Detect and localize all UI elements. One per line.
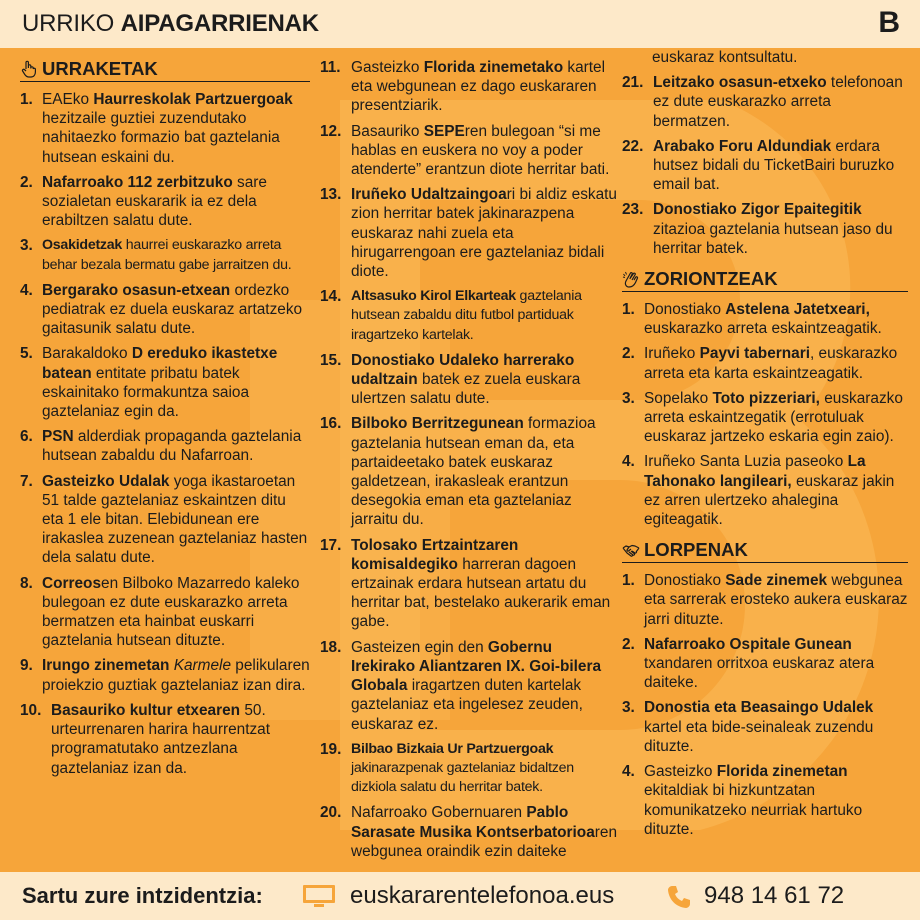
item-number: 21. — [622, 74, 644, 92]
item-text: Donostiako Sade zinemek webgunea eta sarrerak erosteko aukera euskaraz jarri dituzte. — [644, 572, 908, 628]
page-title: URRIKO AIPAGARRIENAK — [22, 10, 319, 37]
phone-icon — [666, 884, 692, 910]
item-text: Iruñeko Udaltzaingoari bi aldiz eskatu zion herritar batek jakinarazpena euskaraz nahi zuela eta hirugarrengoan ere gaztelaniaz bidali diote. — [351, 186, 617, 281]
column-1 — [20, 58, 310, 784]
item-text: Bergarako osasun-etxean ordezko pediatrak ez duela euskaraz artatzeko gaitasunik salatu dute. — [42, 281, 303, 338]
urraketak-list-end — [622, 73, 908, 258]
list-item — [320, 185, 618, 281]
item-number: 20. — [320, 804, 342, 822]
item-text: Gasteizko Udalak yoga ikastaroetan 51 talde gaztelaniaz eskaintzen ditu eta 1 ele bitan. Elebidunean ere irakaslea zuzenean gaztelaniaz hasten dela salatu dute. — [42, 472, 308, 567]
list-item — [622, 344, 908, 382]
list-item — [20, 656, 310, 694]
item-text: Gasteizen egin den Gobernu Irekirako Aliantzaren IX. Goi-bilera Globala iragartzen duten kartelak gaztelaniaz eta ingelesez zeuden, euskaraz ez. — [351, 638, 602, 733]
list-item — [320, 414, 618, 529]
list-item — [622, 389, 908, 447]
urraketak-list-continued — [320, 58, 618, 861]
item-number: 1. — [622, 572, 635, 590]
item-text: Nafarroako Ospitale Gunean txandaren orritxoa euskaraz atera daiteke. — [644, 635, 875, 692]
item-text: Basauriko kultur etxearen 50. urteurrenaren harira haurrentzat programatutako antzezlana gaztelaniaz izan da. — [51, 701, 271, 777]
list-item — [622, 137, 908, 195]
phone-number[interactable]: 948 14 61 72 — [704, 882, 845, 909]
item-text: Osakidetzak haurrei euskarazko arreta behar bezala bermatu gabe jarraitzen du. — [42, 237, 292, 273]
header-band — [0, 0, 920, 48]
item-text: Donostiako Zigor Epaitegitik zitazioa gaztelania hutsean jaso du herritar batek. — [653, 201, 893, 257]
item-number: 2. — [622, 345, 635, 363]
item-text: Altsasuko Kirol Elkarteak gaztelania hutsean zabaldu ditu futbol partiduak iragartzeko kartelak. — [351, 288, 582, 343]
zoriontzeak-list — [622, 300, 908, 529]
item-text: Nafarroako 112 zerbitzuko sare sozialetan euskararik ia ez dela erabiltzen salatu dute. — [42, 173, 267, 230]
item-number: 13. — [320, 186, 342, 204]
monitor-icon — [302, 884, 336, 908]
item-text: EAEko Haurreskolak Partzuergoak hezitzaile guztiei zuzendutako nahitaezko formazio bat gaztelania hutsean eskaini du. — [42, 91, 293, 166]
list-item — [622, 300, 908, 338]
item-text: Barakaldoko D ereduko ikastetxe batean entitate pribatu batek eskainitako formakuntza saioa gaztelaniaz egin da. — [42, 345, 278, 421]
item-text: Iruñeko Santa Luzia paseoko La Tahonako langileari, euskaraz jakin ez arren ulertzeko ahalegina egiteagatik. — [644, 453, 895, 529]
item-text: Tolosako Ertzaintzaren komisaldegiko harreran dagoen ertzainak erdara hutsean artatu du herritar bat, bestelako aukerarik eman gabe. — [351, 536, 611, 631]
item-number: 19. — [320, 740, 342, 758]
item-text: Gasteizko Florida zinemetako kartel eta webgunean ez dago euskararen presentziarik. — [351, 59, 606, 115]
item-number: 8. — [20, 574, 33, 592]
pointing-hand-icon — [20, 60, 38, 78]
website-link[interactable]: euskararentelefonoa.eus — [350, 882, 615, 909]
item-number: 3. — [20, 237, 33, 255]
list-item — [622, 452, 908, 529]
footer-band — [0, 872, 920, 920]
column-2 — [320, 58, 618, 867]
clapping-hands-icon — [622, 270, 640, 288]
list-item — [622, 698, 908, 756]
item-text: Basauriko SEPEren bulegoan “si me hablas en euskera no voy a poder atenderte” erantzun diote herritar bati. — [351, 122, 610, 179]
list-item — [320, 122, 618, 180]
list-item — [20, 281, 310, 339]
item-number: 9. — [20, 657, 33, 675]
list-item — [622, 762, 908, 839]
section-heading-zoriontzeak: ZORIONTZEAK — [622, 268, 908, 292]
list-item — [320, 638, 618, 734]
urraketak-list — [20, 90, 310, 778]
list-item — [622, 200, 908, 258]
footer-label: Sartu zure intzidentzia: — [22, 883, 263, 908]
list-item — [320, 536, 618, 632]
handshake-icon — [622, 541, 640, 559]
list-item — [622, 571, 908, 629]
item-number: 16. — [320, 415, 342, 433]
item-text: Sopelako Toto pizzeriari, euskarazko arreta eskaintzegatik (errotuluak euskaraz jartzeko eskaria egin zaio). — [644, 389, 903, 446]
item-text: Correosen Bilboko Mazarredo kaleko bulegoan ez dute euskarazko arreta bermatzen eta hainbat euskarri gaztelania hutsean dituzte. — [42, 574, 300, 650]
item-text: Gasteizko Florida zinemetan ekitaldiak bi hizkuntzatan komunikatzeko neurriak hartuko dituzte. — [644, 763, 863, 838]
column-3 — [622, 49, 908, 845]
item-text: Donostia eta Beasaingo Udalek kartel eta bide-seinaleak zuzendu dituzte. — [644, 699, 874, 755]
item-number: 17. — [320, 536, 342, 554]
item-number: 23. — [622, 201, 644, 219]
item-text: Iruñeko Payvi tabernari, euskarazko arreta eta karta eskaintzeagatik. — [644, 345, 898, 382]
section-heading-lorpenak: LORPENAK — [622, 539, 908, 563]
item-number: 2. — [622, 635, 635, 653]
list-item — [20, 236, 310, 274]
item-number: 22. — [622, 137, 644, 155]
lorpenak-list — [622, 571, 908, 839]
item-text: Donostiako Udaleko harrerako udaltzain batek ez zuela euskara ulertzen salatu dute. — [351, 351, 581, 408]
item-text: Leitzako osasun-etxeko telefonoan ez dute euskarazko arreta bermatzen. — [653, 74, 903, 130]
item-number: 14. — [320, 288, 342, 306]
list-item — [622, 635, 908, 693]
list-item — [320, 740, 618, 798]
item-number: 11. — [320, 59, 341, 76]
list-item-continuation: euskaraz kontsultatu. — [652, 49, 798, 66]
item-number: 4. — [622, 763, 635, 781]
item-number: 4. — [622, 453, 635, 471]
item-number: 12. — [320, 122, 342, 140]
item-number: 10. — [20, 701, 42, 719]
item-text: Irungo zinemetan Karmele pelikularen proiekzio guztiak gaztelaniaz izan dira. — [42, 657, 310, 694]
list-item — [20, 90, 310, 167]
item-number: 6. — [20, 428, 33, 446]
list-item — [20, 701, 310, 778]
item-number: 15. — [320, 351, 342, 369]
item-number: 1. — [20, 91, 33, 108]
list-item — [622, 73, 908, 131]
item-number: 3. — [622, 699, 635, 717]
item-number: 1. — [622, 301, 635, 319]
item-number: 2. — [20, 173, 33, 191]
item-number: 7. — [20, 472, 33, 490]
list-item — [20, 574, 310, 651]
item-text: Arabako Foru Aldundiak erdara hutsez bidali du TicketBairi buruzko email bat. — [653, 137, 895, 194]
brand-logo: B — [878, 6, 900, 39]
item-text: Bilbao Bizkaia Ur Partzuergoak jakinarazpenak gaztelaniaz bidaltzen dizkiola salatu du herritar batek. — [351, 740, 574, 796]
list-item — [20, 472, 310, 568]
list-item — [20, 173, 310, 231]
list-item — [320, 803, 618, 861]
item-text: PSN alderdiak propaganda gaztelania hutsean zabaldu du Nafarroan. — [42, 428, 302, 465]
section-heading-urraketak: URRAKETAK — [20, 58, 310, 82]
list-item — [320, 351, 618, 409]
list-item — [320, 58, 618, 116]
item-number: 5. — [20, 345, 33, 363]
item-text: Nafarroako Gobernuaren Pablo Sarasate Musika Kontserbatorioaren webgunea oraindik ezin daiteke — [351, 804, 618, 860]
item-number: 3. — [622, 389, 635, 407]
item-number: 4. — [20, 281, 33, 299]
item-number: 18. — [320, 638, 342, 656]
list-item — [320, 287, 618, 345]
list-item — [20, 344, 310, 421]
item-text: Bilboko Berritzegunean formazioa gaztelania hutsean eman da, eta partaideetako batek euskaraz galdetzean, irakasleak erantzun desegokia eman eta gaztelaniaz jarraitu du. — [351, 415, 596, 529]
list-item — [20, 427, 310, 465]
item-text: Donostiako Astelena Jatetxeari, euskarazko arreta eskaintzeagatik. — [644, 301, 882, 338]
